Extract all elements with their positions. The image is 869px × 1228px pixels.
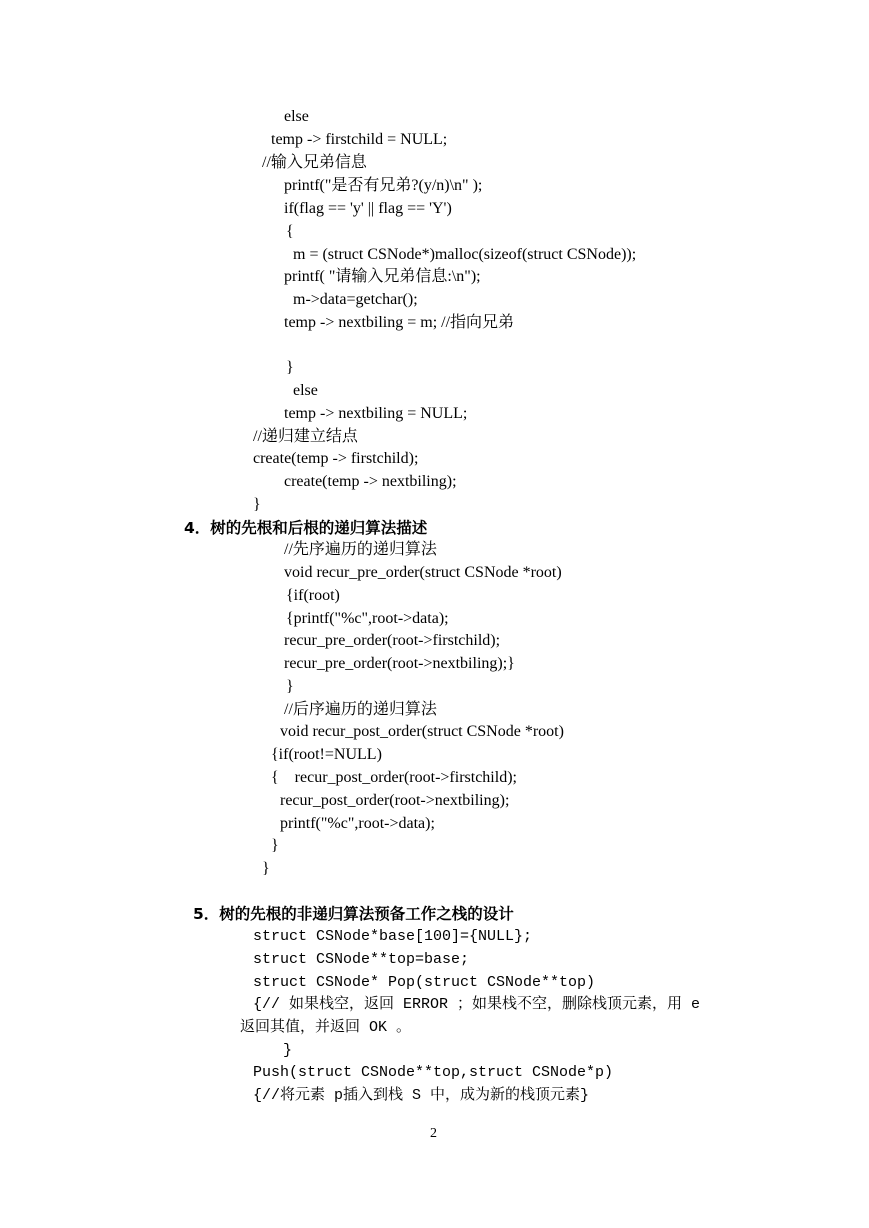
code-line: { recur_post_order(root->firstchild);	[271, 769, 517, 786]
code-comment: //后序遍历的递归算法	[284, 701, 437, 718]
code-comment: {// 如果栈空，返回 ERROR ；如果栈不空，删除栈顶元素，用 e	[253, 996, 701, 1013]
code-line: temp -> nextbiling = NULL;	[284, 405, 468, 422]
code-line: recur_pre_order(root->nextbiling);}	[284, 655, 515, 672]
section-4-heading: 4．树的先根和后根的递归算法描述	[184, 519, 428, 537]
section-5-heading: 5．树的先根的非递归算法预备工作之栈的设计	[193, 905, 514, 923]
code-line: {printf("%c",root->data);	[286, 610, 449, 627]
code-line: }	[271, 837, 279, 854]
code-line: }	[286, 678, 294, 695]
code-line: recur_post_order(root->nextbiling);	[280, 792, 510, 809]
code-comment: //先序遍历的递归算法	[284, 541, 437, 558]
code-line: printf("是否有兄弟?(y/n)\n" );	[284, 177, 483, 194]
code-line: create(temp -> nextbiling);	[284, 473, 457, 490]
code-line: struct CSNode* Pop(struct CSNode**top)	[253, 974, 596, 991]
code-comment: 返回其值，并返回 OK 。	[240, 1019, 412, 1036]
code-comment: {//将元素 p插入到栈 S 中，成为新的栈顶元素}	[253, 1087, 590, 1104]
code-line: }	[286, 359, 294, 376]
code-line: {if(root)	[286, 587, 340, 604]
code-line: if(flag == 'y' || flag == 'Y')	[284, 200, 452, 217]
code-line: {	[286, 223, 294, 240]
code-line: }	[253, 496, 261, 513]
code-line: {if(root!=NULL)	[271, 746, 382, 763]
code-line: else	[284, 108, 309, 125]
code-line: temp -> nextbiling = m; //指向兄弟	[284, 314, 515, 331]
code-line: }	[283, 1042, 293, 1059]
code-line: m->data=getchar();	[293, 291, 418, 308]
code-line: m = (struct CSNode*)malloc(sizeof(struct CSNode));	[293, 246, 637, 263]
code-line: printf( "请输入兄弟信息:\n");	[284, 268, 481, 285]
code-line: Push(struct CSNode**top,struct CSNode*p)	[253, 1064, 614, 1081]
code-line: void recur_pre_order(struct CSNode *root)	[284, 564, 562, 581]
code-line: }	[262, 860, 270, 877]
code-line: printf("%c",root->data);	[280, 815, 435, 832]
code-line: else	[293, 382, 318, 399]
code-line: temp -> firstchild = NULL;	[271, 131, 448, 148]
page-number: 2	[430, 1126, 437, 1141]
code-line: struct CSNode**top=base;	[253, 951, 470, 968]
code-comment: //递归建立结点	[253, 428, 358, 445]
code-line: struct CSNode*base[100]={NULL};	[253, 928, 533, 945]
code-line: recur_pre_order(root->firstchild);	[284, 632, 501, 649]
code-comment: //输入兄弟信息	[262, 154, 367, 171]
code-line: create(temp -> firstchild);	[253, 450, 419, 467]
code-line: void recur_post_order(struct CSNode *root)	[280, 723, 564, 740]
